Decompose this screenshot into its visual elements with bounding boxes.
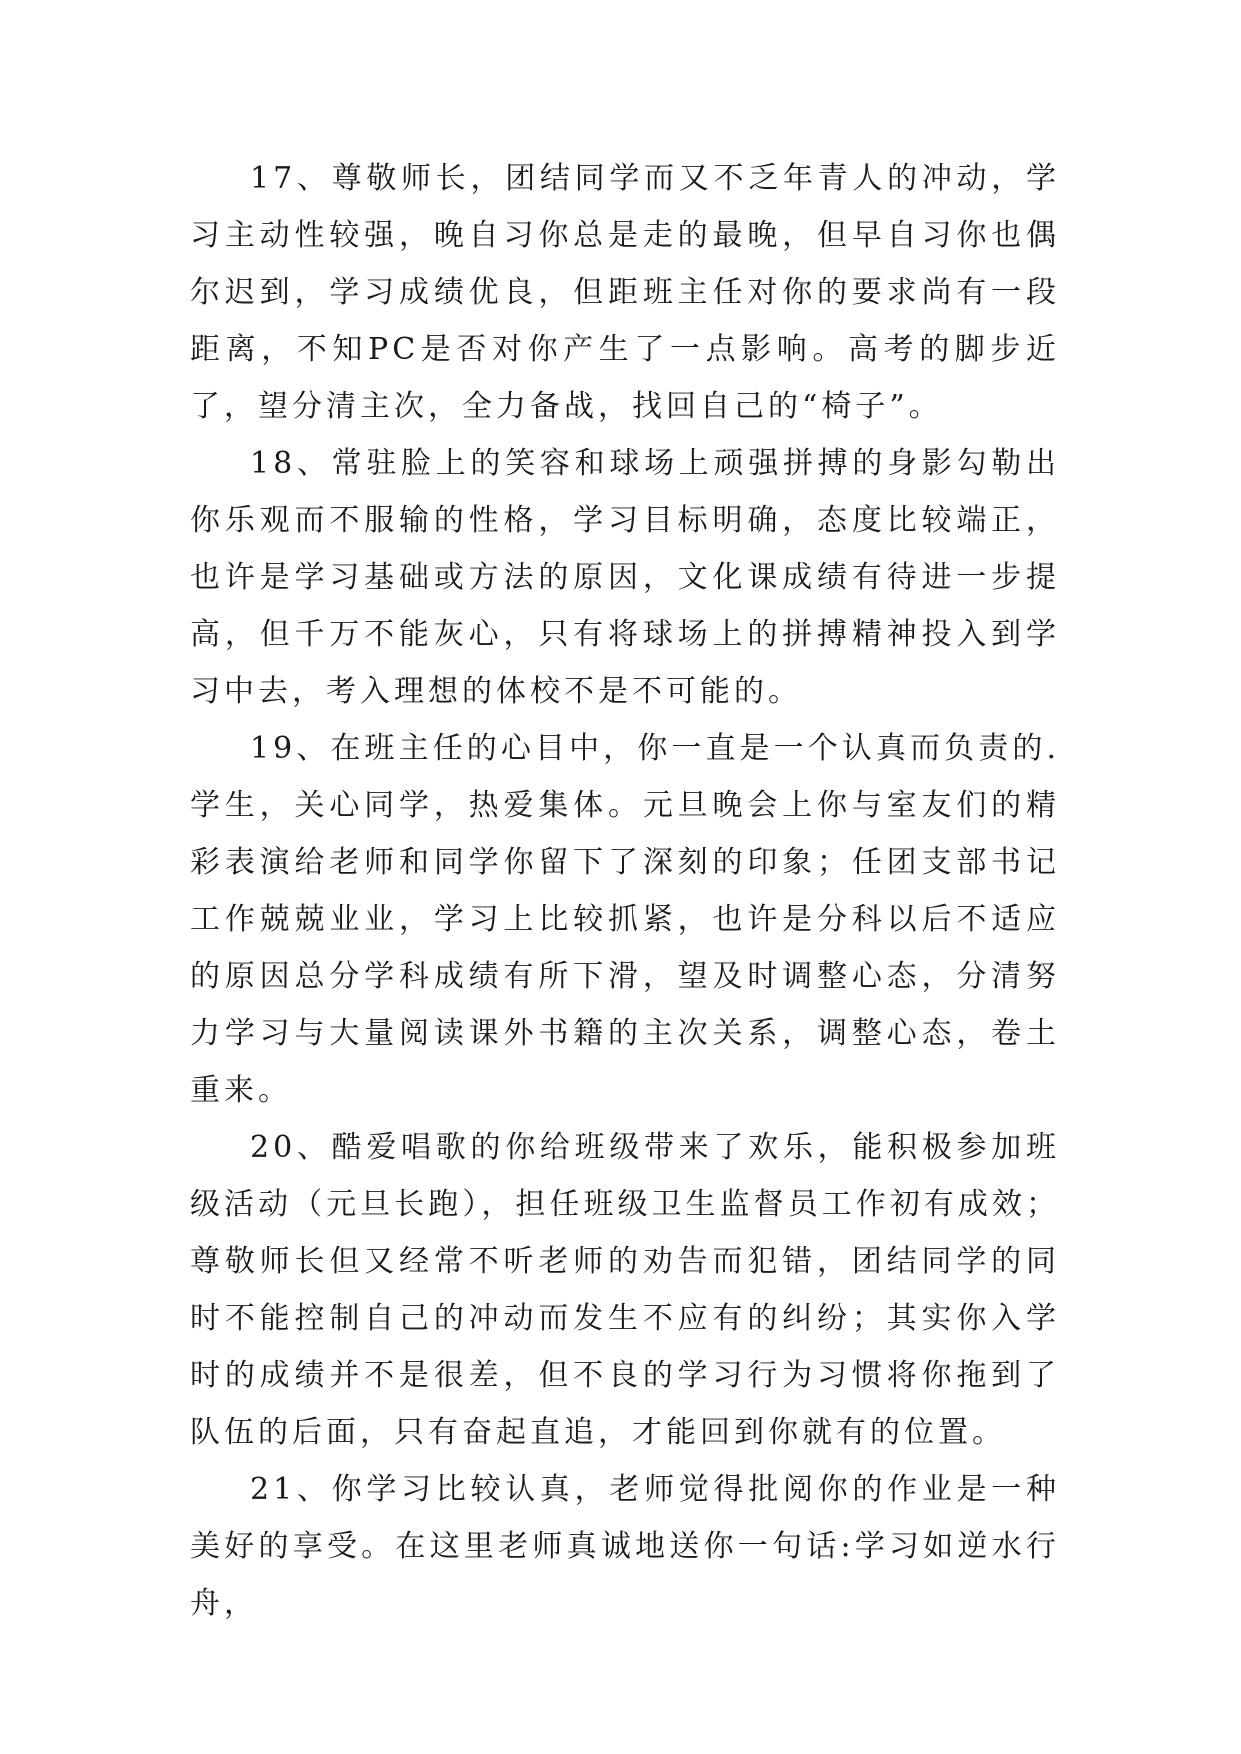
paragraph-18: 18、常驻脸上的笑容和球场上顽强拼搏的身影勾勒出你乐观而不服输的性格，学习目标明确，态度比较端正，也许是学习基础或方法的原因，文化课成绩有待进一步提高，但千万不能灰心，只有将球场上的拼搏精神投入到学习中去，考入理想的体校不是不可能的。 (190, 446, 1060, 709)
document-body (190, 150, 1060, 1632)
paragraph-21: 21、你学习比较认真，老师觉得批阅你的作业是一种美好的享受。在这里老师真诚地送你一句话:学习如逆水行舟， (190, 1472, 1060, 1621)
paragraph-19: 19、在班主任的心目中，你一直是一个认真而负责的.学生，关心同学，热爱集体。元旦晚会上你与室友们的精彩表演给老师和同学你留下了深刻的印象；任团支部书记工作兢兢业业，学习上比较抓紧，也许是分科以后不适应的原因总分学科成绩有所下滑，望及时调整心态，分清努力学习与大量阅读课外书籍的主次关系，调整心态，卷土重来。 (190, 731, 1060, 1108)
paragraph-20: 20、酷爱唱歌的你给班级带来了欢乐，能积极参加班级活动（元旦长跑），担任班级卫生监督员工作初有成效；尊敬师长但又经常不听老师的劝告而犯错，团结同学的同时不能控制自己的冲动而发生不应有的纠纷；其实你入学时的成绩并不是很差，但不良的学习行为习惯将你拖到了队伍的后面，只有奋起直追，才能回到你就有的位置。 (190, 1130, 1060, 1450)
paragraph-17: 17、尊敬师长，团结同学而又不乏年青人的冲动，学习主动性较强，晚自习你总是走的最晚，但早自习你也偶尔迟到，学习成绩优良，但距班主任对你的要求尚有一段距离，不知PC是否对你产生了一点影响。高考的脚步近了，望分清主次，全力备战，找回自己的“椅子”。 (190, 161, 1060, 424)
